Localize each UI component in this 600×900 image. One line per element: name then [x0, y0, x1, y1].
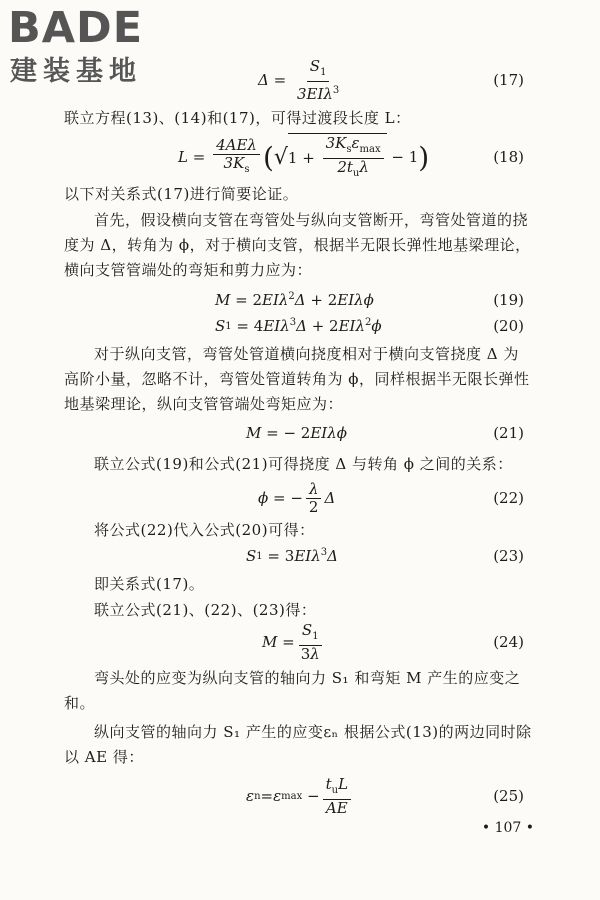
equation-21: M = − 2 EIλϕ (21)	[0, 418, 600, 448]
paragraph: 以下对关系式(17)进行简要论证。	[64, 185, 299, 203]
paragraph: 即关系式(17)。	[94, 575, 205, 593]
paragraph: 联立方程(13)、(14)和(17)，可得过渡段长度 L：	[64, 109, 411, 127]
equation-19: M = 2 EI $\lambda^2$ Δ + 2 EIλϕ (19)	[0, 287, 600, 313]
equation-23: S 1 = 3 EI $\lambda^3$ Δ (23)	[0, 542, 600, 570]
logo-sub-text: 建装基地	[10, 56, 142, 87]
equation-number: (22)	[493, 489, 524, 507]
equation-number: (23)	[493, 547, 524, 565]
paragraph: 联立公式(19)和公式(21)可得挠度 Δ 与转角 ϕ 之间的关系：	[94, 455, 513, 473]
equation-number: (25)	[493, 787, 524, 805]
page-number: • 107 •	[481, 820, 534, 836]
equation-number: (17)	[493, 71, 524, 89]
paragraph: 纵向支管的轴向力 S₁ 产生的应变εₙ 根据公式(13)的两边同时除以 AE 得：	[64, 723, 532, 766]
paragraph: 对于纵向支管，弯管处管道横向挠度相对于横向支管挠度 Δ 为高阶小量，忽略不计，弯管处管道转角为 ϕ，同样根据半无限长弹性地基梁理论，纵向支管管端处弯矩应为：	[64, 345, 530, 413]
equation-number: (24)	[493, 633, 524, 651]
equation-number: (21)	[493, 424, 524, 442]
equation-20: S 1 = 4 EI $\lambda^3$ Δ + 2 EI $\lambda^2$ ϕ (20)	[0, 313, 600, 339]
equation-number: (18)	[493, 148, 524, 166]
logo-brand-text: BADE	[8, 3, 144, 53]
equation-22: ϕ = − $\frac{\lambda}{2}$ Δ (22)	[0, 478, 600, 518]
paragraph: 弯头处的应变为纵向支管的轴向力 S₁ 和弯矩 M 产生的应变之和。	[64, 669, 521, 712]
equation-number: (19)	[493, 291, 524, 309]
paragraph: 联立公式(21)、(22)、(23)得：	[94, 601, 317, 619]
paragraph: 将公式(22)代入公式(20)可得：	[94, 521, 315, 539]
equation-24: M = $\frac{S_1}{3\lambda}$ (24)	[262, 620, 524, 663]
equation-17: Δ = $\frac{S_1}{3EI\lambda^3}$ (17)	[258, 56, 524, 103]
paragraph: 首先，假设横向支管在弯管处与纵向支管断开，弯管处管道的挠度为 Δ，转角为 ϕ，对于横向支管，根据半无限长弹性地基梁理论，横向支管管端处的弯矩和剪力应为：	[64, 211, 531, 279]
equation-number: (20)	[493, 317, 524, 335]
equation-25: ε n = ε max − $\frac{t_uL}{AE}$ (25)	[246, 774, 524, 817]
equation-18: L = $\frac{\text{4AEλ}}{3K_s}$ ( √ 1 + $\frac{3K_s\varepsilon_{max}}{2t_u\lambda}$ − 1 ) (18)	[0, 137, 600, 177]
